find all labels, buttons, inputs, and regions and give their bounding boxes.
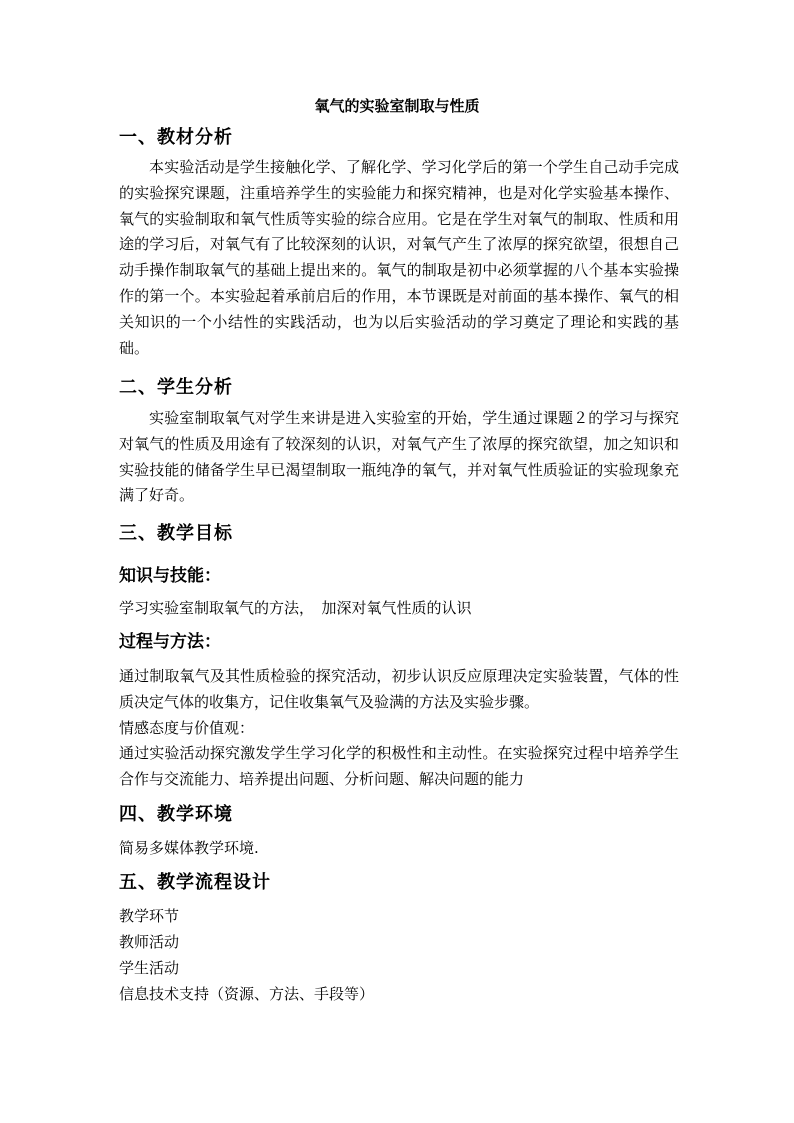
emotion-values-label: 情感态度与价值观： — [119, 719, 255, 737]
textbook-analysis-paragraph: 本实验活动是学生接触化学、了解化学、学习化学后的第一个学生自己动手完成的实验探究课题，注重培养学生的实验能力和探究精神，也是对化学实验基本操作、氧气的实验制取和氧气性质等实验的综合应用。它是在学生对氧气的制取、性质和用途的学习后，对氧气有了比较深刻的认识，对氧气产生了浓厚的探究欲望，很想自己动手操作制取氧气的基础上提出来的。氧气的制取是初中必须掌握的八个基本实验操作的第一个。本实验起着承前启后的作用，本节课既是对前面的基本操作、氧气的相关知识的一个小结性的实践活动，也为以后实验活动的学习奠定了理论和实践的基础。 — [119, 158, 679, 357]
section-heading-teaching-environment: 四、教学环境 — [119, 804, 233, 825]
flow-item-it-support: 信息技术支持（资源、方法、手段等） — [119, 985, 375, 1003]
section-heading-student-analysis: 二、学生分析 — [119, 377, 233, 398]
knowledge-skills-text: 学习实验室制取氧气的方法， 加深对氧气性质的认识 — [119, 599, 472, 617]
document-title: 氧气的实验室制取与性质 — [314, 97, 480, 115]
section-heading-textbook-analysis: 一、教材分析 — [119, 127, 233, 148]
flow-item-teacher-activity: 教师活动 — [119, 933, 180, 951]
teaching-environment-text: 简易多媒体教学环境. — [119, 839, 259, 857]
subheading-knowledge-skills: 知识与技能： — [119, 566, 221, 586]
emotion-values-text: 通过实验活动探究激发学生学习化学的积极性和主动性。在实验探究过程中培养学生合作与交流能力、培养提出问题、分析问题、解决问题的能力 — [119, 744, 679, 788]
student-analysis-paragraph: 实验室制取氧气对学生来讲是进入实验室的开始，学生通过课题２的学习与探究对氧气的性质及用途有了较深刻的认识，对氧气产生了浓厚的探究欲望，加之知识和实验技能的储备学生早已渴望制取一瓶纯净的氧气，并对氧气性质验证的实验现象充满了好奇。 — [119, 409, 679, 505]
flow-item-student-activity: 学生活动 — [119, 959, 180, 977]
flow-item-teaching-stage: 教学环节 — [119, 907, 180, 925]
subheading-process-methods: 过程与方法： — [119, 632, 221, 652]
section-heading-teaching-goals: 三、教学目标 — [119, 523, 233, 544]
section-heading-teaching-flow: 五、教学流程设计 — [119, 872, 271, 893]
process-methods-text: 通过制取氧气及其性质检验的探究活动，初步认识反应原理决定实验装置，气体的性质决定气体的收集方，记住收集氧气及验满的方法及实验步骤。 — [119, 667, 679, 711]
